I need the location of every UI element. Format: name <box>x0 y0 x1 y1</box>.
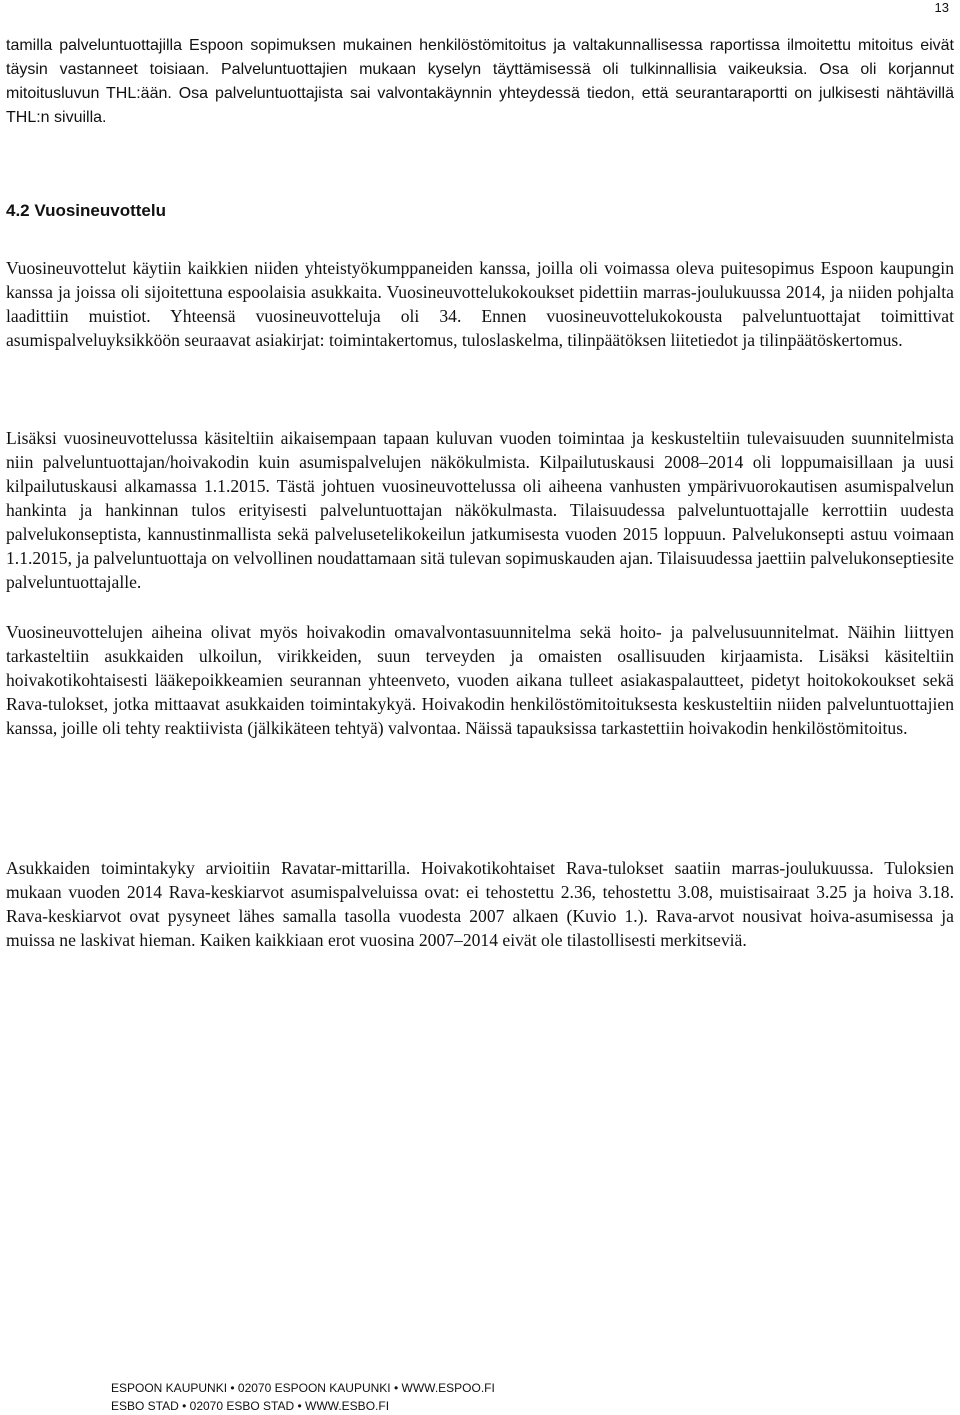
page-footer <box>111 1379 495 1415</box>
footer-line-swedish: ESBO STAD • 02070 ESBO STAD • WWW.ESBO.FI <box>111 1399 390 1413</box>
footer-line-finnish: ESPOON KAUPUNKI • 02070 ESPOON KAUPUNKI • WWW.ESPOO.FI <box>111 1381 495 1395</box>
paragraph-rava-results: Asukkaiden toimintakyky arvioitiin Ravatar-mittarilla. Hoivakotikohtaiset Rava-tulokset saatiin marras-joulukuussa. Tuloksien mukaan vuoden 2014 Rava-keskiarvot asumispalveluissa ovat: ei tehostettu 2.36, tehostettu 3.08, muistisairaat 3.25 ja hoiva 3.18. Rava-keskiarvot ovat pysyneet lähes samalla tasolla vuodesta 2007 alkaen (Kuvio 1.). Rava-arvot nousivat hoiva-asumisessa ja muissa ne laskivat hieman. Kaiken kaikkiaan erot vuosina 2007–2014 eivät ole tilastollisesti merkitseviä. <box>6 858 954 950</box>
section-heading: 4.2 Vuosineuvottelu <box>6 201 166 220</box>
paragraph-future-plans: Lisäksi vuosineuvottelussa käsiteltiin aikaisempaan tapaan kuluvan vuoden toimintaa ja keskusteltiin tulevaisuuden suunnitelmista niin palveluntuottajan/hoivakodin kuin asumispalvelujen näkökulmista. Kilpailutuskausi 2008–2014 oli loppumaisillaan ja uusi kilpailutuskausi alkamassa 1.1.2015. Tästä johtuen vuosineuvottelussa oli aiheena vanhusten ympärivuorokautisen asumispalvelun hankinta ja hankinnan tulos erityisesti palveluntuottajan näkökulmasta. Tilaisuudessa palveluntuottajalle kerrottiin uudesta palvelukonseptista, kannustinmallista sekä palvelusetelikokeilun jatkumisesta vuoden 2015 loppuun. Palvelukonsepti astuu voimaan 1.1.2015, ja palveluntuottaja on velvollinen noudattamaan sitä tulevan sopimuskauden ajan. Tilaisuudessa jaettiin palvelukonseptiesite palveluntuottajalle. <box>6 428 954 592</box>
paragraph-annual-negotiations: Vuosineuvottelut käytiin kaikkien niiden yhteistyökumppaneiden kanssa, joilla oli voimassa oleva puitesopimus Espoon kaupungin kanssa ja joissa oli sijoitettuna espoolaisia asukkaita. Vuosineuvottelukokoukset pidettiin marras-joulukuussa 2014, ja niiden pohjalta laadittiin muistiot. Yhteensä vuosineuvotteluja oli 34. Ennen vuosineuvottelukokousta palveluntuottajat toimittivat asumispalveluyksikköön seuraavat asiakirjat: toimintakertomus, tuloslaskelma, tilinpäätöksen liitetiedot ja tilinpäätöskertomus. <box>6 258 954 350</box>
document-body <box>6 34 954 950</box>
intro-paragraph: tamilla palveluntuottajilla Espoon sopimuksen mukainen henkilöstömitoitus ja valtakunnallisessa raportissa ilmoitettu mitoitus eivät täysin vastanneet toisiaan. Palveluntuottajien mukaan kyselyn täyttämisessä oli tulkinnallisia vaikeuksia. Osa oli korjannut mitoitusluvun THL:ään. Osa palveluntuottajista sai valvontakäynnin yhteydessä tiedon, että seurantaraportti on julkisesti nähtävillä THL:n sivuilla. <box>6 37 954 126</box>
page-number: 13 <box>934 0 949 15</box>
paragraph-care-plans: Vuosineuvottelujen aiheina olivat myös hoivakodin omavalvontasuunnitelma sekä hoito- ja palvelusuunnitelmat. Näihin liittyen tarkasteltiin asukkaiden ulkoilun, virikkeiden, suun terveyden ja omaisten osallisuuden kirjaamista. Lisäksi käsiteltiin hoivakotikohtaisesti lääkepoikkeamien seurannan yhteenveto, vuoden aikana tulleet asiakaspalautteet, pidetyt hoitokokoukset sekä Rava-tulokset, jotka mittaavat asukkaiden toimintakykyä. Hoivakodin henkilöstömitoituksesta keskusteltiin niiden palveluntuottajien kanssa, joille oli tehty reaktiivista (jälkikäteen tehtyä) valvontaa. Näissä tapauksissa tarkastettiin hoivakodin henkilöstömitoitus. <box>6 622 954 738</box>
